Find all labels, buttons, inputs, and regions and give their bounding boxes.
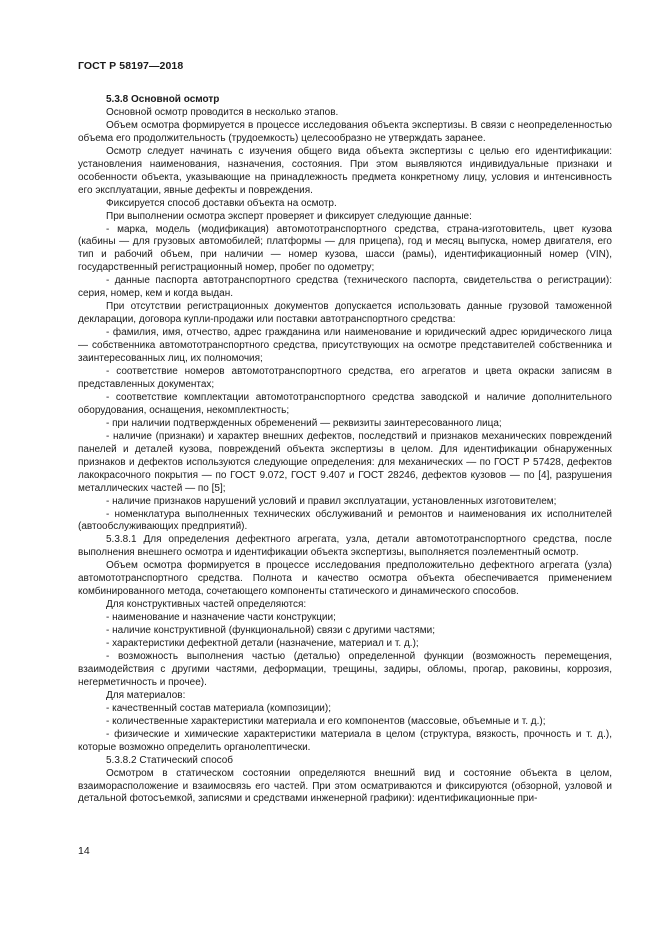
body-paragraph: Фиксируется способ доставки объекта на осмотр. (106, 197, 337, 209)
body-paragraph: - физические и химические характеристики материала в целом (структура, вязкость, прочность и т. д.), которые возможно определить органолептически. (78, 728, 612, 753)
body-paragraph: При выполнении осмотра эксперт проверяет и фиксирует следующие данные: (106, 210, 472, 222)
body-paragraph: 5.3.8.1 Для определения дефектного агрегата, узла, детали автомототранспортного средства, после выполнения внешнего осмотра и идентификации объекта экспертизы, выполняется поэлементный осмотр. (78, 534, 612, 559)
body-paragraph: Объем осмотра формируется в процессе исследования предположительно дефектного агрегата (узла) автомототранспортного средства. Полнота и качество осмотра объекта обеспечивается применением комбинированного метода, сочетающего компоненты статического и динамического способов. (78, 560, 612, 598)
section-heading: 5.3.8 Основной осмотр (106, 94, 220, 105)
body-paragraph: - при наличии подтвержденных обременений — реквизиты заинтересованного лица; (106, 417, 502, 429)
body-paragraph: Осмотр следует начинать с изучения общего вида объекта экспертизы с целью его идентификации: установления наименования, назначения, состояния. При этом выявляются индивидуальные признаки и особенности объекта, указывающие на принадлежность предмета конкретному лицу, условия и интенсивность его эксплуатации, явные дефекты и повреждения. (78, 145, 612, 196)
body-paragraph: Объем осмотра формируется в процессе исследования объекта экспертизы. В связи с неопределенностью объема его продолжительность (трудоемкость) целесообразно не утверждать заранее. (78, 119, 612, 144)
body-paragraph: Основной осмотр проводится в несколько этапов. (106, 106, 339, 118)
body-paragraph: 5.3.8.2 Статический способ (106, 754, 234, 766)
body-paragraph: - возможность выполнения частью (деталью) определенной функции (возможность перемещения, взаимодействия с другими частями, деформации, трещины, задиры, обломы, прогар, раковины, коррозия, негерметичность и прочее). (78, 650, 612, 688)
body-paragraph: - номенклатура выполненных технических обслуживаний и ремонтов и наименования их исполнителей (автообслуживающих предприятий). (78, 508, 612, 533)
body-paragraph: - характеристики дефектной детали (назначение, материал и т. д.); (106, 638, 419, 650)
body-paragraph: - фамилия, имя, отчество, адрес гражданина или наименование и юридический адрес юридического лица — собственника автомототранспортного средства, присутствующих на осмотре представителей собственника и заинтересованных лиц, их полномочия; (78, 327, 612, 365)
body-paragraph: - наличие (признаки) и характер внешних дефектов, последствий и признаков механических повреждений панелей и деталей кузова, повреждений объекта экспертизы в целом. Для идентификации обнаруженных признаков и дефектов используются следующие определения: для механических — по ГОСТ Р 57428, дефектов лакокрасочного покрытия — по ГОСТ 9.072, ГОСТ 9.407 и ГОСТ 28246, дефектов кузовов — по [4], разрушения металлических частей — по [5]; (78, 430, 612, 494)
body-paragraph: - количественные характеристики материала и его компонентов (массовые, объемные и т. д.); (106, 715, 546, 727)
body-paragraph: - наименование и назначение части конструкции; (106, 612, 336, 624)
page-body (78, 94, 612, 806)
page-number: 14 (78, 845, 90, 857)
document-header: ГОСТ Р 58197—2018 (78, 60, 184, 72)
body-paragraph: - марка, модель (модификация) автомототранспортного средства, страна-изготовитель, цвет кузова (кабины — для грузовых автомобилей; платформы — для прицепа), год и месяц выпуска, номер двигателя, его тип и рабочий объем, при наличии — номер кузова, шасси (рамы), идентификационный номер (VIN), государственный регистрационный номер, пробег по одометру; (78, 223, 612, 274)
body-paragraph: При отсутствии регистрационных документов допускается использовать данные грузовой таможенной декларации, договора купли-продажи или поставки автотранспортного средства: (78, 301, 612, 326)
body-paragraph: - наличие конструктивной (функциональной) связи с другими частями; (106, 625, 435, 637)
body-paragraph: - данные паспорта автотранспортного средства (технического паспорта, свидетельства о регистрации): серия, номер, кем и когда выдан. (78, 275, 612, 300)
body-paragraph: Для конструктивных частей определяются: (106, 599, 307, 611)
body-paragraph: - наличие признаков нарушений условий и правил эксплуатации, установленных изготовителем; (106, 495, 557, 507)
body-paragraph: - соответствие номеров автомототранспортного средства, его агрегатов и цвета окраски записям в представленных документах; (78, 366, 612, 390)
body-paragraph: - соответствие комплектации автомототранспортного средства заводской и наличие дополнительного оборудования, оснащения, некомплектность; (78, 391, 612, 416)
body-paragraph: - качественный состав материала (композиции); (106, 702, 331, 714)
body-paragraph: Для материалов: (106, 689, 186, 701)
body-paragraph: Осмотром в статическом состоянии определяются внешний вид и состояние объекта в целом, взаиморасположение и взаимосвязь его частей. При этом осматриваются и фиксируются (обзорной, узловой и детальной фотосъемкой, записями и средствами инженерной графики): идентификационные при- (78, 767, 612, 805)
